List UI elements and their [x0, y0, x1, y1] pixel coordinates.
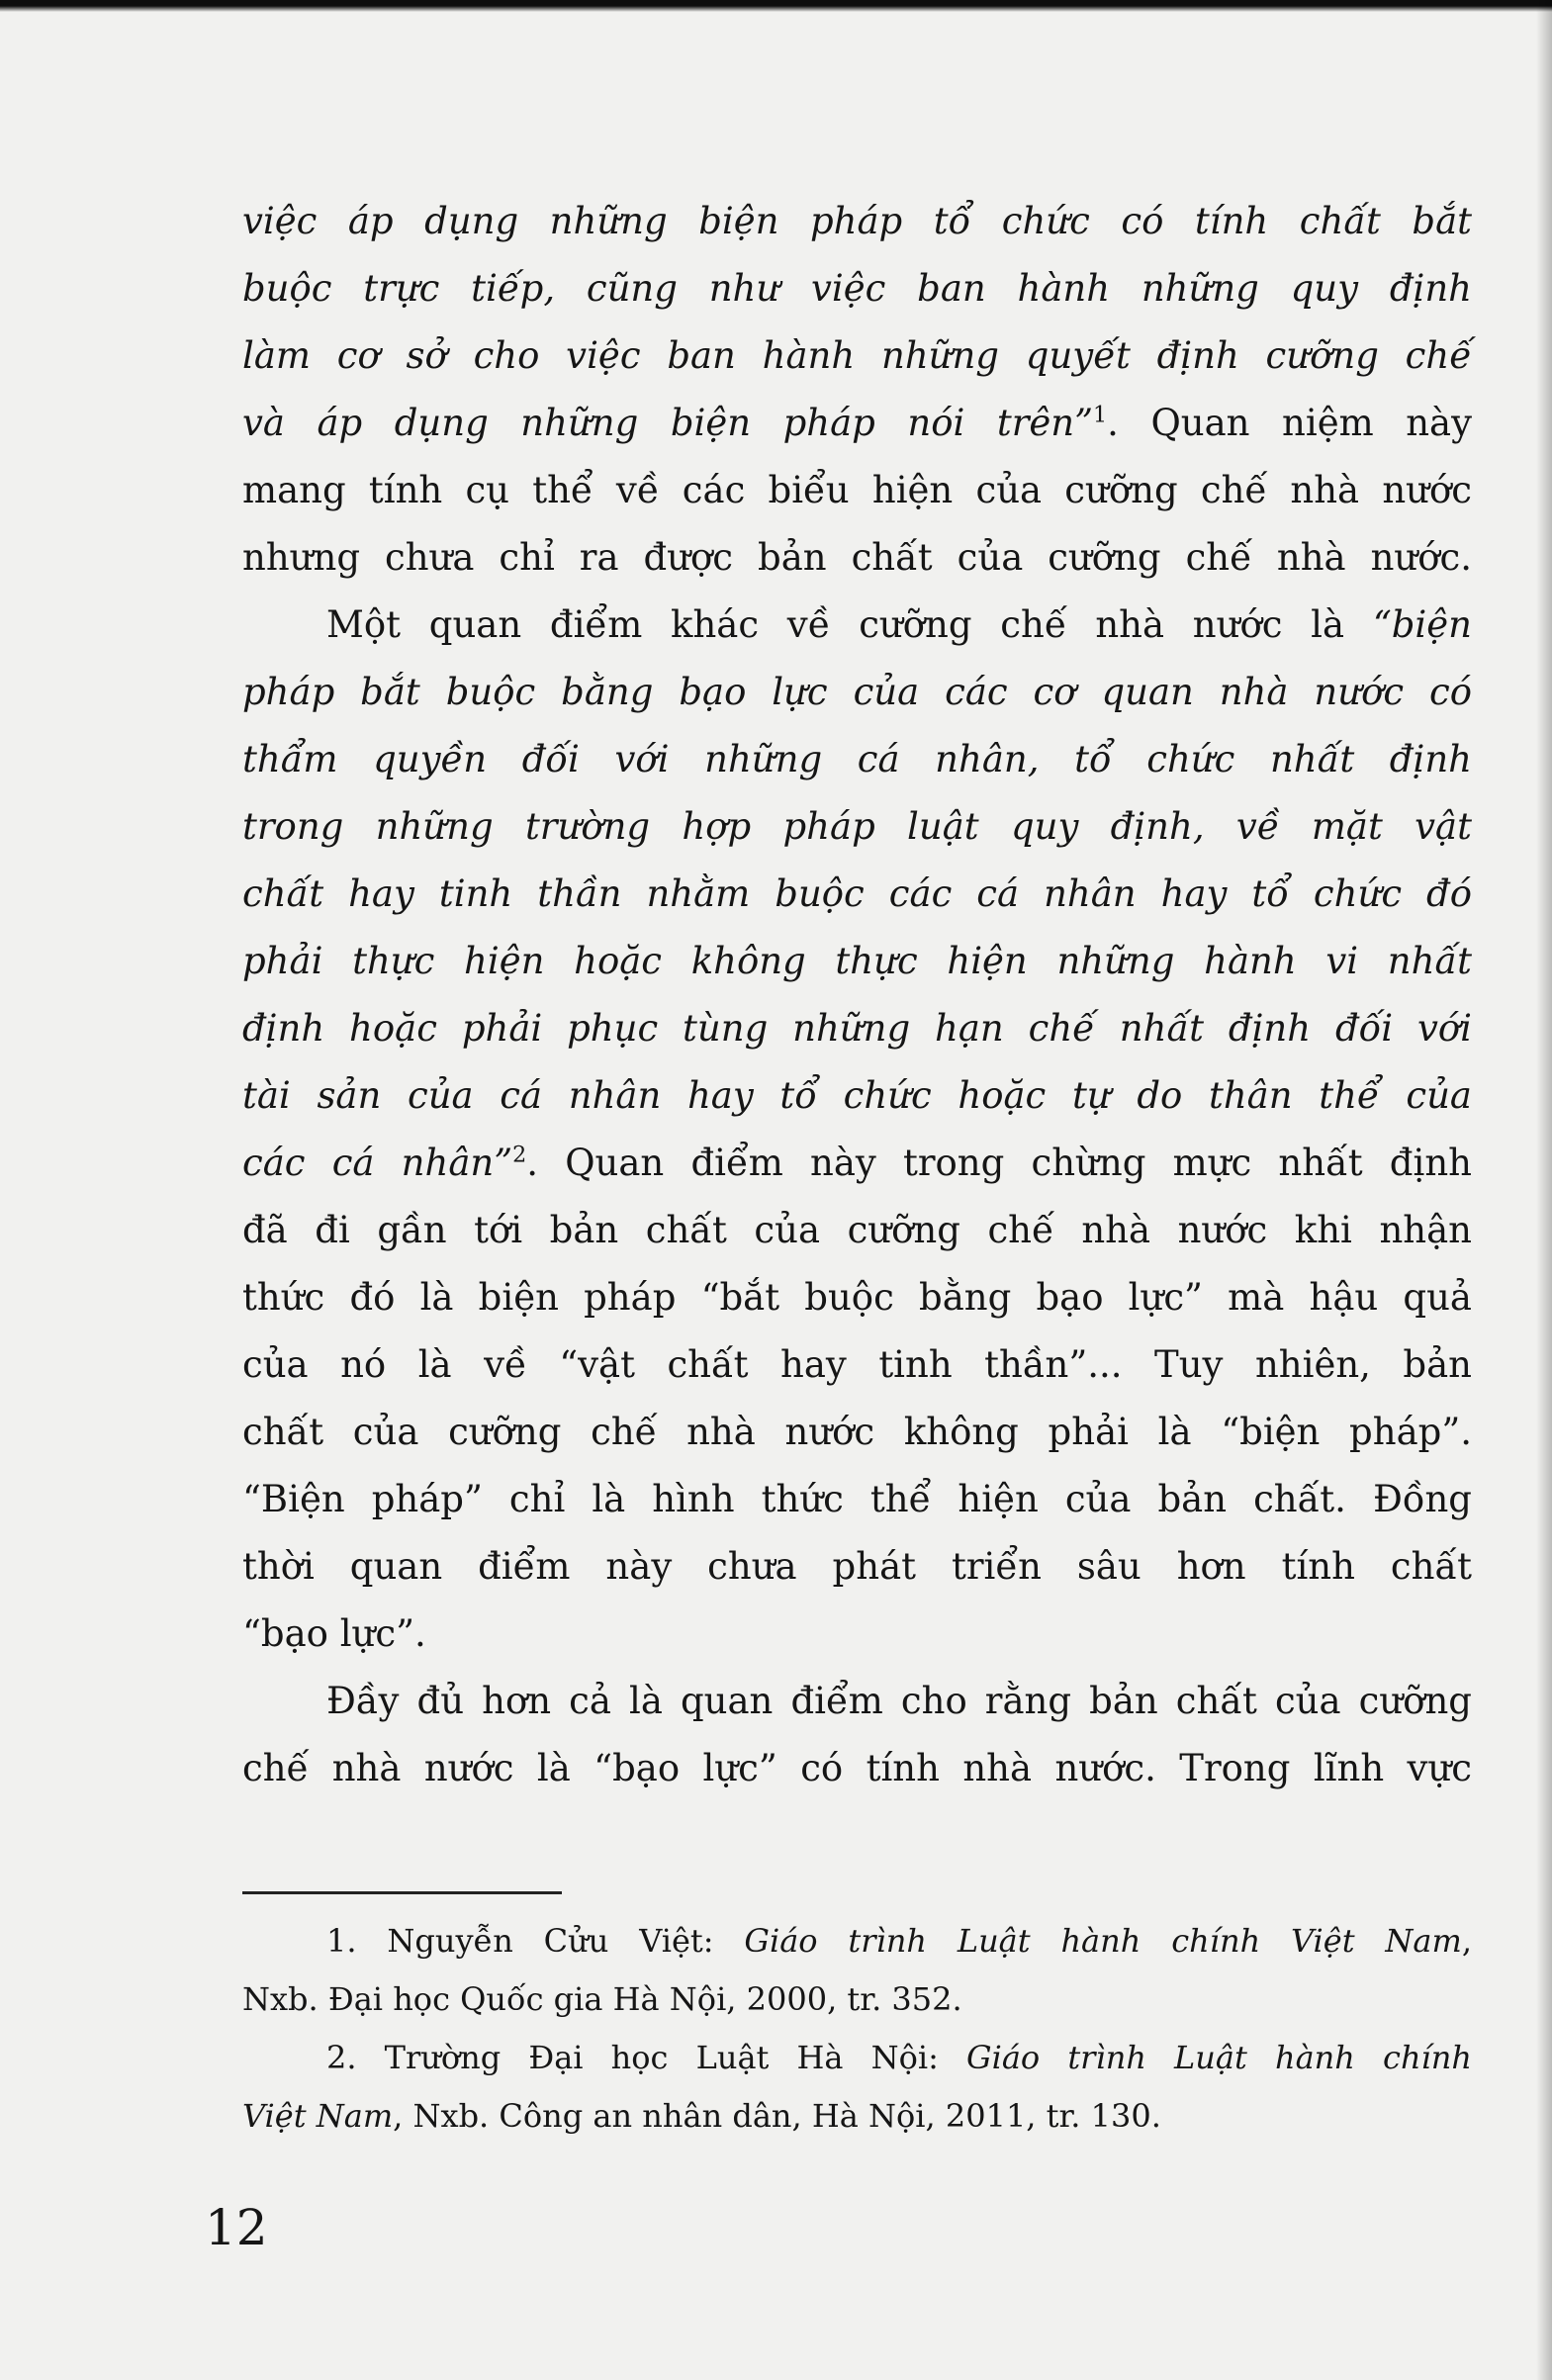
- text-line: [242, 861, 1472, 928]
- footnote-line: [242, 1970, 1472, 2029]
- text-segment: . Quan niệm này: [1107, 402, 1472, 444]
- footnote: [242, 2029, 1472, 2146]
- italic-text: buộc trực tiếp, cũng như việc ban hành những quy định: [242, 267, 1472, 310]
- page-right-edge-shadow: [1536, 0, 1552, 2380]
- text-line: [242, 1533, 1472, 1601]
- text-segment: Đầy đủ hơn cả là quan điểm cho rằng bản chất của cưỡng: [326, 1680, 1472, 1722]
- footnotes: [242, 1912, 1472, 2146]
- paragraph: [242, 592, 1472, 1668]
- text-segment: 2. Trường Đại học Luật Hà Nội:: [326, 2039, 967, 2076]
- text-segment: 1. Nguyễn Cửu Việt:: [326, 1922, 745, 1960]
- footnote: [242, 1912, 1472, 2029]
- italic-text: “biện: [1372, 603, 1472, 646]
- body-text: [242, 188, 1472, 1802]
- text-line: [242, 928, 1472, 995]
- italic-text: làm cơ sở cho việc ban hành những quyết định cưỡng chế: [242, 334, 1472, 377]
- text-line: [242, 1399, 1472, 1466]
- italic-text: pháp bắt buộc bằng bạo lực của các cơ quan nhà nước có: [242, 671, 1472, 713]
- text-line: [242, 659, 1472, 726]
- text-segment: Một quan điểm khác về cưỡng chế nhà nước là: [326, 603, 1373, 646]
- italic-text: Giáo trình Luật hành chính Việt Nam: [744, 1922, 1462, 1960]
- text-segment: , Nxb. Công an nhân dân, Hà Nội, 2011, tr. 130.: [393, 2097, 1161, 2135]
- text-segment: của nó là về “vật chất hay tinh thần”... Tuy nhiên, bản: [242, 1343, 1472, 1386]
- page-top-edge: [0, 0, 1552, 12]
- text-line: [242, 1264, 1472, 1331]
- italic-text: tài sản của cá nhân hay tổ chức hoặc tự do thân thể của: [242, 1074, 1472, 1117]
- text-segment: “bạo lực”.: [242, 1612, 426, 1655]
- italic-text: trong những trường hợp pháp luật quy định, về mặt vật: [242, 805, 1472, 848]
- text-segment: ,: [1461, 1922, 1473, 1960]
- footnote-line: [242, 2087, 1472, 2146]
- footnote-marker: 1: [1093, 402, 1108, 428]
- text-segment: đã đi gần tới bản chất của cưỡng chế nhà nước khi nhận: [242, 1209, 1472, 1251]
- text-line: [242, 1668, 1472, 1735]
- paragraph: [242, 188, 1472, 592]
- italic-text: thẩm quyền đối với những cá nhân, tổ chức nhất định: [242, 738, 1472, 780]
- text-line: [242, 524, 1472, 592]
- text-segment: chất của cưỡng chế nhà nước không phải là “biện pháp”.: [242, 1411, 1472, 1453]
- text-line: [242, 1735, 1472, 1802]
- footnote-separator: [242, 1891, 562, 1894]
- text-line: [242, 1062, 1472, 1130]
- text-line: [242, 188, 1472, 255]
- text-segment: chế nhà nước là “bạo lực” có tính nhà nước. Trong lĩnh vực: [242, 1747, 1472, 1789]
- footnote-line: [242, 2029, 1472, 2087]
- italic-text: định hoặc phải phục tùng những hạn chế nhất định đối với: [242, 1007, 1472, 1050]
- text-segment: mang tính cụ thể về các biểu hiện của cưỡng chế nhà nước: [242, 469, 1472, 511]
- text-line: [242, 1197, 1472, 1264]
- text-line: [242, 1331, 1472, 1399]
- text-segment: Nxb. Đại học Quốc gia Hà Nội, 2000, tr. 352.: [242, 1980, 962, 2018]
- text-line: [242, 726, 1472, 793]
- text-segment: “Biện pháp” chỉ là hình thức thể hiện của bản chất. Đồng: [242, 1478, 1472, 1520]
- paragraph: [242, 1668, 1472, 1802]
- italic-text: phải thực hiện hoặc không thực hiện những hành vi nhất: [242, 940, 1472, 982]
- text-line: [242, 592, 1472, 659]
- italic-text: Việt Nam: [242, 2097, 394, 2135]
- italic-text: việc áp dụng những biện pháp tổ chức có tính chất bắt: [242, 200, 1472, 242]
- text-segment: nhưng chưa chỉ ra được bản chất của cưỡng chế nhà nước.: [242, 536, 1472, 579]
- italic-text: Giáo trình Luật hành chính: [966, 2039, 1473, 2076]
- text-line: [242, 457, 1472, 524]
- page-number: 12: [205, 2199, 268, 2256]
- footnote-line: [242, 1912, 1472, 1970]
- footnote-marker: 2: [512, 1142, 527, 1168]
- text-line: [242, 1466, 1472, 1533]
- text-line: [242, 255, 1472, 322]
- text-segment: thức đó là biện pháp “bắt buộc bằng bạo lực” mà hậu quả: [242, 1276, 1472, 1319]
- italic-text: các cá nhân”: [242, 1142, 513, 1184]
- text-segment: thời quan điểm này chưa phát triển sâu hơn tính chất: [242, 1545, 1472, 1588]
- text-line: [242, 1601, 1472, 1668]
- text-line: [242, 322, 1472, 390]
- text-line: [242, 995, 1472, 1062]
- text-line: [242, 1130, 1472, 1197]
- text-segment: . Quan điểm này trong chừng mực nhất định: [526, 1142, 1472, 1184]
- text-line: [242, 390, 1472, 457]
- italic-text: chất hay tinh thần nhằm buộc các cá nhân hay tổ chức đó: [242, 872, 1472, 915]
- italic-text: và áp dụng những biện pháp nói trên”: [242, 402, 1094, 444]
- text-line: [242, 793, 1472, 861]
